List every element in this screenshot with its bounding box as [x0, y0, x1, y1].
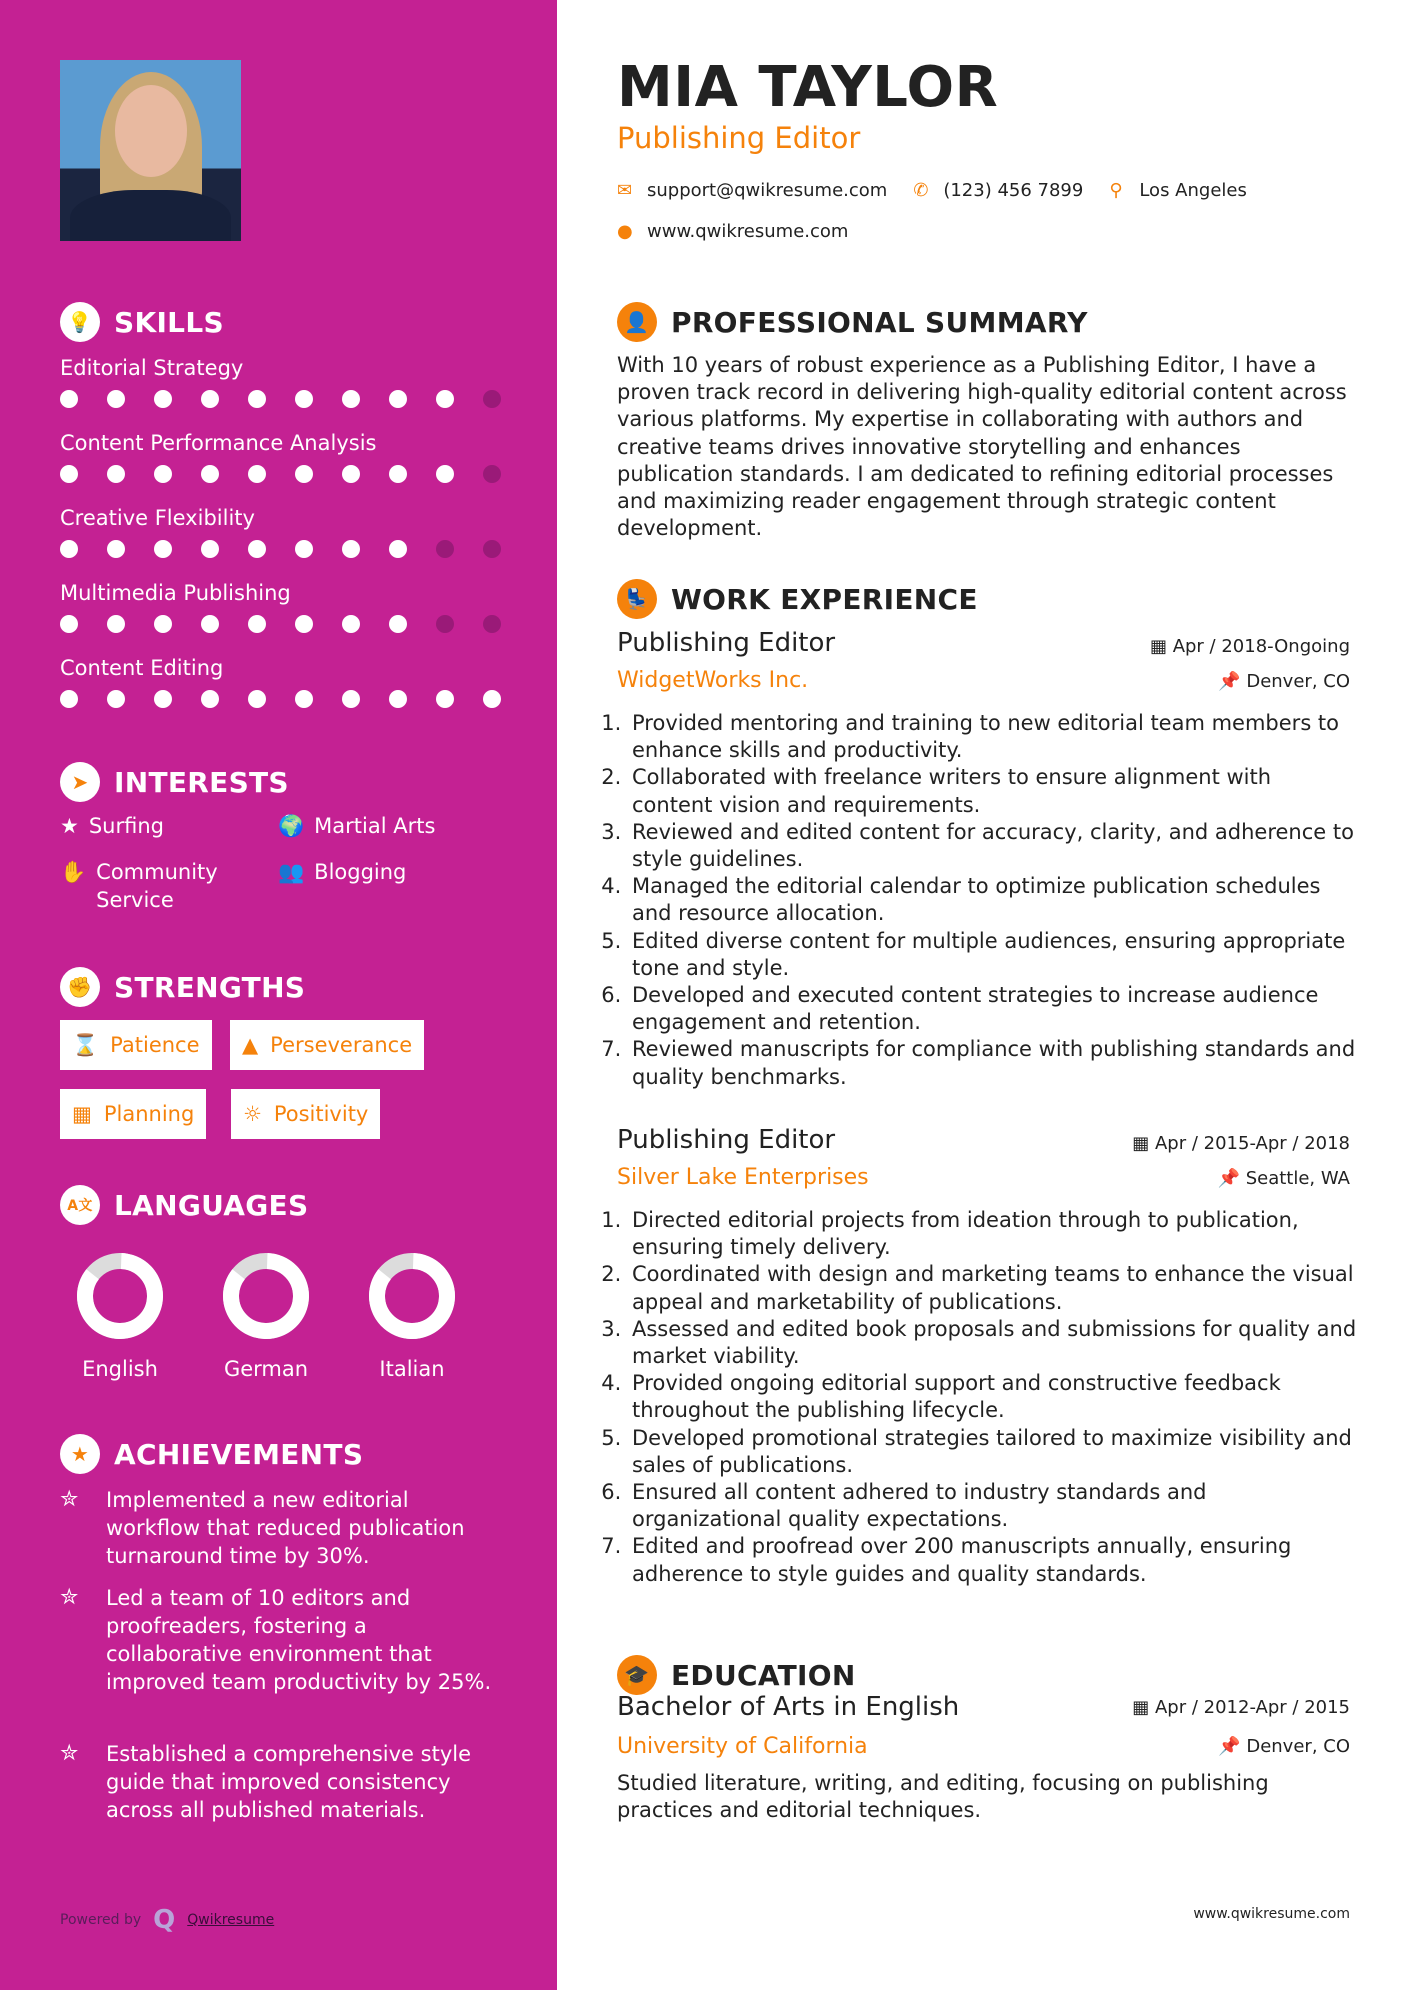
- language-name: Italian: [379, 1357, 445, 1381]
- job-location: 📌 Seattle, WA: [1217, 1168, 1350, 1189]
- education-heading: 🎓 EDUCATION: [617, 1655, 856, 1695]
- calendar-icon: ▦: [1149, 636, 1173, 657]
- company: WidgetWorks Inc.: [617, 668, 809, 693]
- job-dates: ▦ Apr / 2018-Ongoing: [1149, 636, 1350, 657]
- map-pin-icon: ⚲: [1109, 180, 1123, 201]
- job-dates: ▦ Apr / 2015-Apr / 2018: [1132, 1133, 1350, 1154]
- globe-icon: ●: [617, 221, 633, 242]
- strength-tag: ☼ Positivity: [231, 1089, 380, 1139]
- bullet-item: 3. Assessed and edited book proposals and submissions for quality and market viability.: [628, 1316, 1358, 1370]
- paper-plane-icon: ➤: [60, 762, 100, 802]
- qwikresume-logo-icon: Q: [153, 1905, 176, 1935]
- education-dates: ▦ Apr / 2012-Apr / 2015: [1132, 1697, 1350, 1718]
- interest-item: 👥 Blogging: [278, 860, 407, 884]
- degree: Bachelor of Arts in English: [617, 1692, 960, 1722]
- bullet-item: 6. Developed and executed content strategies to increase audience engagement and retention.: [628, 982, 1358, 1036]
- achievement-item: ✮ Led a team of 10 editors and proofreaders, fostering a collaborative environment that improved team productivity by 25%.: [60, 1585, 492, 1694]
- language-name: German: [223, 1357, 309, 1381]
- bullet-item: 4. Provided ongoing editorial support and constructive feedback throughout the publishing lifecycle.: [628, 1370, 1358, 1424]
- powered-by: Powered by Q Qwikresume: [60, 1905, 275, 1935]
- phone: (123) 456 7899: [943, 180, 1084, 201]
- phone-icon: ✆: [913, 180, 929, 201]
- pin-icon: 📌: [1218, 671, 1247, 692]
- skill-name: Content Editing: [60, 656, 224, 680]
- calendar-icon: ▦: [1132, 1697, 1155, 1718]
- bullet-item: 5. Edited diverse content for multiple audiences, ensuring appropriate tone and style.: [628, 928, 1358, 982]
- languages-heading: A文 LANGUAGES: [60, 1185, 308, 1225]
- sun-icon: ☼: [243, 1102, 262, 1126]
- skill-name: Content Performance Analysis: [60, 431, 377, 455]
- interest-item: ★ Surfing: [60, 814, 164, 838]
- star-icon: ✮: [60, 1487, 79, 1512]
- location: Los Angeles: [1139, 180, 1247, 201]
- star-icon: ★: [60, 814, 79, 838]
- hand-icon: ✋: [60, 860, 87, 884]
- achievement-item: ✮ Established a comprehensive style guide that improved consistency across all published materials.: [60, 1741, 471, 1822]
- pin-icon: 📌: [1218, 1736, 1247, 1757]
- language-name: English: [82, 1357, 158, 1381]
- pin-icon: 📌: [1217, 1168, 1246, 1189]
- candidate-name: MIA TAYLOR: [617, 55, 999, 120]
- strengths-heading: ✊ STRENGTHS: [60, 967, 305, 1007]
- bullet-item: 7. Reviewed manuscripts for compliance with publishing standards and quality benchmarks.: [628, 1036, 1358, 1090]
- hourglass-icon: ⌛: [72, 1032, 99, 1057]
- job-bullets: [610, 1207, 1358, 1588]
- bullet-item: 5. Developed promotional strategies tailored to maximize visibility and sales of publications.: [628, 1425, 1358, 1479]
- bullet-item: 7. Edited and proofread over 200 manuscripts annually, ensuring adherence to style guides and quality standards.: [628, 1533, 1358, 1587]
- experience-heading: 💺 WORK EXPERIENCE: [617, 579, 978, 619]
- translate-icon: A文: [60, 1185, 100, 1225]
- road-icon: ▲: [242, 1033, 259, 1057]
- strength-tag: ⌛ Patience: [60, 1020, 212, 1070]
- job-title: Publishing Editor: [617, 1125, 836, 1155]
- achievement-item: ✮ Implemented a new editorial workflow that reduced publication turnaround time by 30%.: [60, 1487, 465, 1568]
- skills-heading: 💡 SKILLS: [60, 302, 224, 342]
- summary-text: With 10 years of robust experience as a Publishing Editor, I have a proven track record in delivering high-quality editorial content across various platforms. My expertise in collaborating with authors and creative teams drives innovative storytelling and enhances publication standards. I am dedicated to refining editorial processes and maximizing reader engagement through strategic content development.: [617, 353, 1347, 541]
- email-icon: ✉: [617, 180, 633, 201]
- bullet-item: 4. Managed the editorial calendar to optimize publication schedules and resource allocation.: [628, 873, 1358, 927]
- bullet-item: 1. Directed editorial projects from ideation through to publication, ensuring timely delivery.: [628, 1207, 1358, 1261]
- school: University of California: [617, 1734, 868, 1759]
- summary-heading: 👤 PROFESSIONAL SUMMARY: [617, 302, 1088, 342]
- bullet-item: 6. Ensured all content adhered to industry standards and organizational quality expectations.: [628, 1479, 1358, 1533]
- job-location: 📌 Denver, CO: [1218, 671, 1350, 692]
- bullet-item: 2. Collaborated with freelance writers to ensure alignment with content vision and requirements.: [628, 764, 1358, 818]
- interest-item: 🌍 Martial Arts: [278, 814, 436, 838]
- candidate-title: Publishing Editor: [617, 121, 861, 155]
- bullet-item: 2. Coordinated with design and marketing teams to enhance the visual appeal and marketability of publications.: [628, 1261, 1358, 1315]
- bullet-item: 3. Reviewed and edited content for accuracy, clarity, and adherence to style guidelines.: [628, 819, 1358, 873]
- calendar-icon: ▦: [72, 1102, 92, 1126]
- star-icon: ✮: [60, 1585, 79, 1610]
- job-bullets: [610, 710, 1358, 1091]
- education-location: 📌 Denver, CO: [1218, 1736, 1350, 1757]
- contact-row: [617, 180, 1247, 201]
- star-icon: ✮: [60, 1741, 79, 1766]
- interests-heading: ➤ INTERESTS: [60, 762, 289, 802]
- skill-name: Multimedia Publishing: [60, 581, 291, 605]
- fist-icon: ✊: [60, 967, 100, 1007]
- qwikresume-link[interactable]: Qwikresume: [187, 1912, 275, 1928]
- globe-icon: 🌍: [278, 814, 305, 838]
- achievements-heading: ★ ACHIEVEMENTS: [60, 1434, 363, 1474]
- website[interactable]: www.qwikresume.com: [647, 221, 849, 242]
- email[interactable]: support@qwikresume.com: [647, 180, 888, 201]
- education-text: Studied literature, writing, and editing, focusing on publishing practices and editorial techniques.: [617, 1771, 1269, 1823]
- job-title: Publishing Editor: [617, 628, 836, 658]
- interest-item: ✋ Community Service: [60, 860, 218, 912]
- users-icon: 👥: [278, 860, 305, 884]
- graduate-icon: 🎓: [617, 1655, 657, 1695]
- lightbulb-icon: 💡: [60, 302, 100, 342]
- bullet-item: 1. Provided mentoring and training to new editorial team members to enhance skills and productivity.: [628, 710, 1358, 764]
- award-icon: ★: [60, 1434, 100, 1474]
- company: Silver Lake Enterprises: [617, 1165, 869, 1190]
- footer-website[interactable]: www.qwikresume.com: [1193, 1906, 1350, 1922]
- user-icon: 👤: [617, 302, 657, 342]
- chair-icon: 💺: [617, 579, 657, 619]
- skill-name: Editorial Strategy: [60, 356, 244, 380]
- skill-name: Creative Flexibility: [60, 506, 255, 530]
- strength-tag: ▦ Planning: [60, 1089, 206, 1139]
- calendar-icon: ▦: [1132, 1133, 1155, 1154]
- strength-tag: ▲ Perseverance: [230, 1020, 424, 1070]
- website-row: [617, 221, 848, 242]
